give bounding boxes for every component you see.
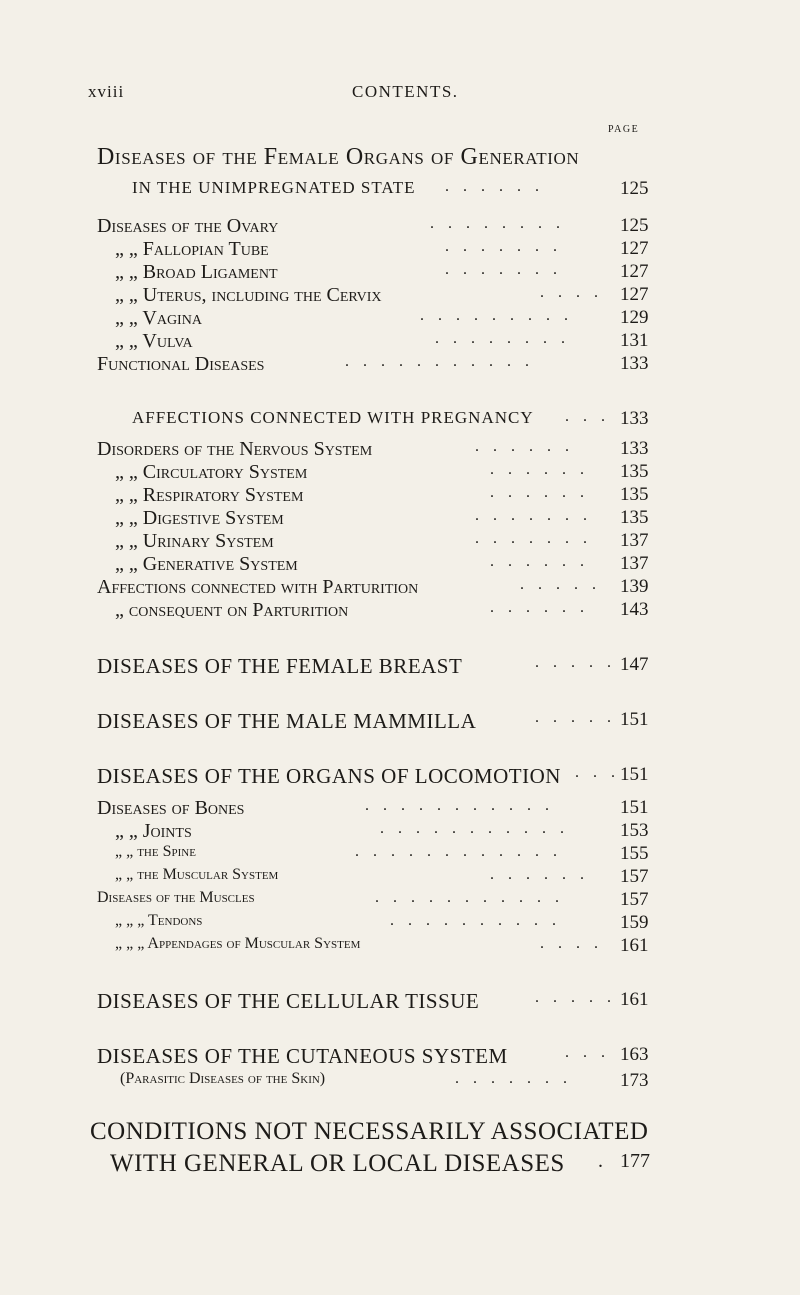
entry-label: Diseases of the Ovary (97, 215, 279, 237)
leader-dots: . . . . . . (490, 484, 589, 501)
leader-dots: . . . . . (535, 709, 616, 726)
toc-entry-cellular-tissue[interactable] (0, 989, 800, 1017)
toc-entry-locomotion[interactable] (0, 764, 800, 792)
leader-dots: . (598, 1150, 608, 1172)
entry-page-number: 177 (620, 1150, 650, 1172)
entry-page-number: 173 (620, 1070, 649, 1091)
entry-page-number: 159 (620, 912, 649, 933)
entry-page-number: 163 (620, 1044, 649, 1065)
entry-label: „ „ Urinary System (115, 530, 274, 552)
entry-label: Functional Diseases (97, 353, 265, 375)
leader-dots: . . . . . . (490, 461, 589, 478)
section-heading-conditions-line-1: CONDITIONS NOT NECESSARILY ASSOCIATED (90, 1118, 649, 1145)
roman-page-number: xviii (88, 82, 125, 101)
entry-page-number: 155 (620, 843, 649, 864)
leader-dots: . . . . . . . . . . . (345, 353, 534, 370)
leader-dots: . . . . . . . . . . . (375, 889, 564, 906)
leader-dots: . . . . . (535, 654, 616, 671)
leader-dots: . . . . . . . (445, 261, 562, 278)
entry-label: „ „ Broad Ligament (115, 261, 278, 283)
entry-page-number: 125 (620, 215, 649, 236)
entry-label: „ „ Respiratory System (115, 484, 304, 506)
leader-dots: . . . . (540, 284, 603, 301)
leader-dots: . . . . . . (490, 599, 589, 616)
entry-label: DISEASES OF THE FEMALE BREAST (97, 654, 463, 678)
leader-dots: . . . . . . . (455, 1070, 572, 1087)
entry-label: WITH GENERAL OR LOCAL DISEASES (110, 1150, 565, 1177)
entry-page-number: 151 (620, 709, 649, 730)
entry-label: IN THE UNIMPREGNATED STATE (132, 178, 416, 197)
entry-label: Diseases of the Muscles (97, 889, 255, 906)
toc-entry-male-mammilla[interactable] (0, 709, 800, 737)
entry-label: „ „ „ Appendages of Muscular System (115, 935, 361, 952)
entry-page-number: 127 (620, 238, 649, 259)
entry-page-number: 161 (620, 989, 649, 1010)
entry-page-number: 127 (620, 284, 649, 305)
entry-page-number: 151 (620, 764, 649, 785)
toc-entry[interactable] (0, 599, 800, 627)
entry-label: „ „ Uterus, including the Cervix (115, 284, 382, 306)
entry-label: „ „ Circulatory System (115, 461, 308, 483)
entry-label: „ „ Generative System (115, 553, 298, 575)
entry-label: Affections connected with Parturition (97, 576, 419, 598)
entry-page-number: 139 (620, 576, 649, 597)
entry-page-number: 137 (620, 553, 649, 574)
entry-page-number: 129 (620, 307, 649, 328)
entry-page-number: 153 (620, 820, 649, 841)
leader-dots: . . . . . . . . . (420, 307, 573, 324)
entry-label: „ consequent on Parturition (115, 599, 349, 621)
toc-entry-pregnancy[interactable] (0, 408, 800, 436)
entry-page-number: 147 (620, 654, 649, 675)
leader-dots: . . . . . . . . . . . (380, 820, 569, 837)
entry-page-number: 137 (620, 530, 649, 551)
page-column-label: PAGE (608, 124, 640, 135)
leader-dots: . . . . . . . . . . . (365, 797, 554, 814)
toc-entry-female-breast[interactable] (0, 654, 800, 682)
leader-dots: . . . (575, 764, 620, 781)
toc-entry-unimpregnated-state[interactable] (0, 178, 800, 206)
leader-dots: . . . . . . . . (430, 215, 565, 232)
section-heading-line-1: Diseases of the Female Organs of Generation (97, 144, 580, 170)
leader-dots: . . . . . . . (475, 530, 592, 547)
entry-page-number: 133 (620, 438, 649, 459)
entry-label: „ „ Fallopian Tube (115, 238, 269, 260)
entry-label: „ „ Joints (115, 820, 192, 842)
entry-page-number: 161 (620, 935, 649, 956)
entry-label: Disorders of the Nervous System (97, 438, 373, 460)
toc-entry[interactable] (0, 935, 800, 963)
entry-label: AFFECTIONS CONNECTED WITH PREGNANCY (132, 408, 534, 427)
entry-page-number: 157 (620, 866, 649, 887)
leader-dots: . . . . . . . . (435, 330, 570, 347)
leader-dots: . . . . . . . . . . . . (355, 843, 562, 860)
leader-dots: . . . . . . (475, 438, 574, 455)
toc-entry[interactable] (0, 1070, 800, 1098)
entry-page-number: 143 (620, 599, 649, 620)
entry-page-number: 133 (620, 408, 649, 429)
leader-dots: . . . . . (520, 576, 601, 593)
entry-label: „ „ Vulva (115, 330, 193, 352)
entry-label: „ „ Vagina (115, 307, 202, 329)
entry-page-number: 157 (620, 889, 649, 910)
entry-page-number: 127 (620, 261, 649, 282)
entry-label: „ „ „ Tendons (115, 912, 203, 929)
entry-page-number: 135 (620, 484, 649, 505)
entry-page-number: 131 (620, 330, 649, 351)
toc-entry-conditions[interactable] (0, 1150, 800, 1178)
leader-dots: . . . . . . . (475, 507, 592, 524)
toc-entry-cutaneous-system[interactable] (0, 1044, 800, 1072)
leader-dots: . . . (565, 1044, 610, 1061)
entry-label: (Parasitic Diseases of the Skin) (120, 1070, 326, 1087)
leader-dots: . . . . . (535, 989, 616, 1006)
leader-dots: . . . (565, 408, 610, 425)
entry-page-number: 135 (620, 507, 649, 528)
entry-page-number: 133 (620, 353, 649, 374)
leader-dots: . . . . (540, 935, 603, 952)
entry-page-number: 151 (620, 797, 649, 818)
leader-dots: . . . . . . . (445, 238, 562, 255)
entry-label: DISEASES OF THE CUTANEOUS SYSTEM (97, 1044, 508, 1068)
entry-label: „ „ Digestive System (115, 507, 284, 529)
leader-dots: . . . . . . (490, 866, 589, 883)
section-heading-female-organs (97, 144, 717, 171)
entry-label: DISEASES OF THE CELLULAR TISSUE (97, 989, 480, 1013)
entry-label: Diseases of Bones (97, 797, 245, 819)
leader-dots: . . . . . . (490, 553, 589, 570)
entry-label: „ „ the Muscular System (115, 866, 279, 883)
running-title: CONTENTS. (352, 82, 459, 101)
toc-entry[interactable] (0, 353, 800, 381)
leader-dots: . . . . . . (445, 178, 544, 195)
leader-dots: . . . . . . . . . . (390, 912, 561, 929)
entry-page-number: 125 (620, 178, 649, 199)
entry-label: DISEASES OF THE MALE MAMMILLA (97, 709, 477, 733)
entry-label: DISEASES OF THE ORGANS OF LOCOMOTION (97, 764, 561, 788)
entry-label: „ „ the Spine (115, 843, 196, 860)
entry-page-number: 135 (620, 461, 649, 482)
